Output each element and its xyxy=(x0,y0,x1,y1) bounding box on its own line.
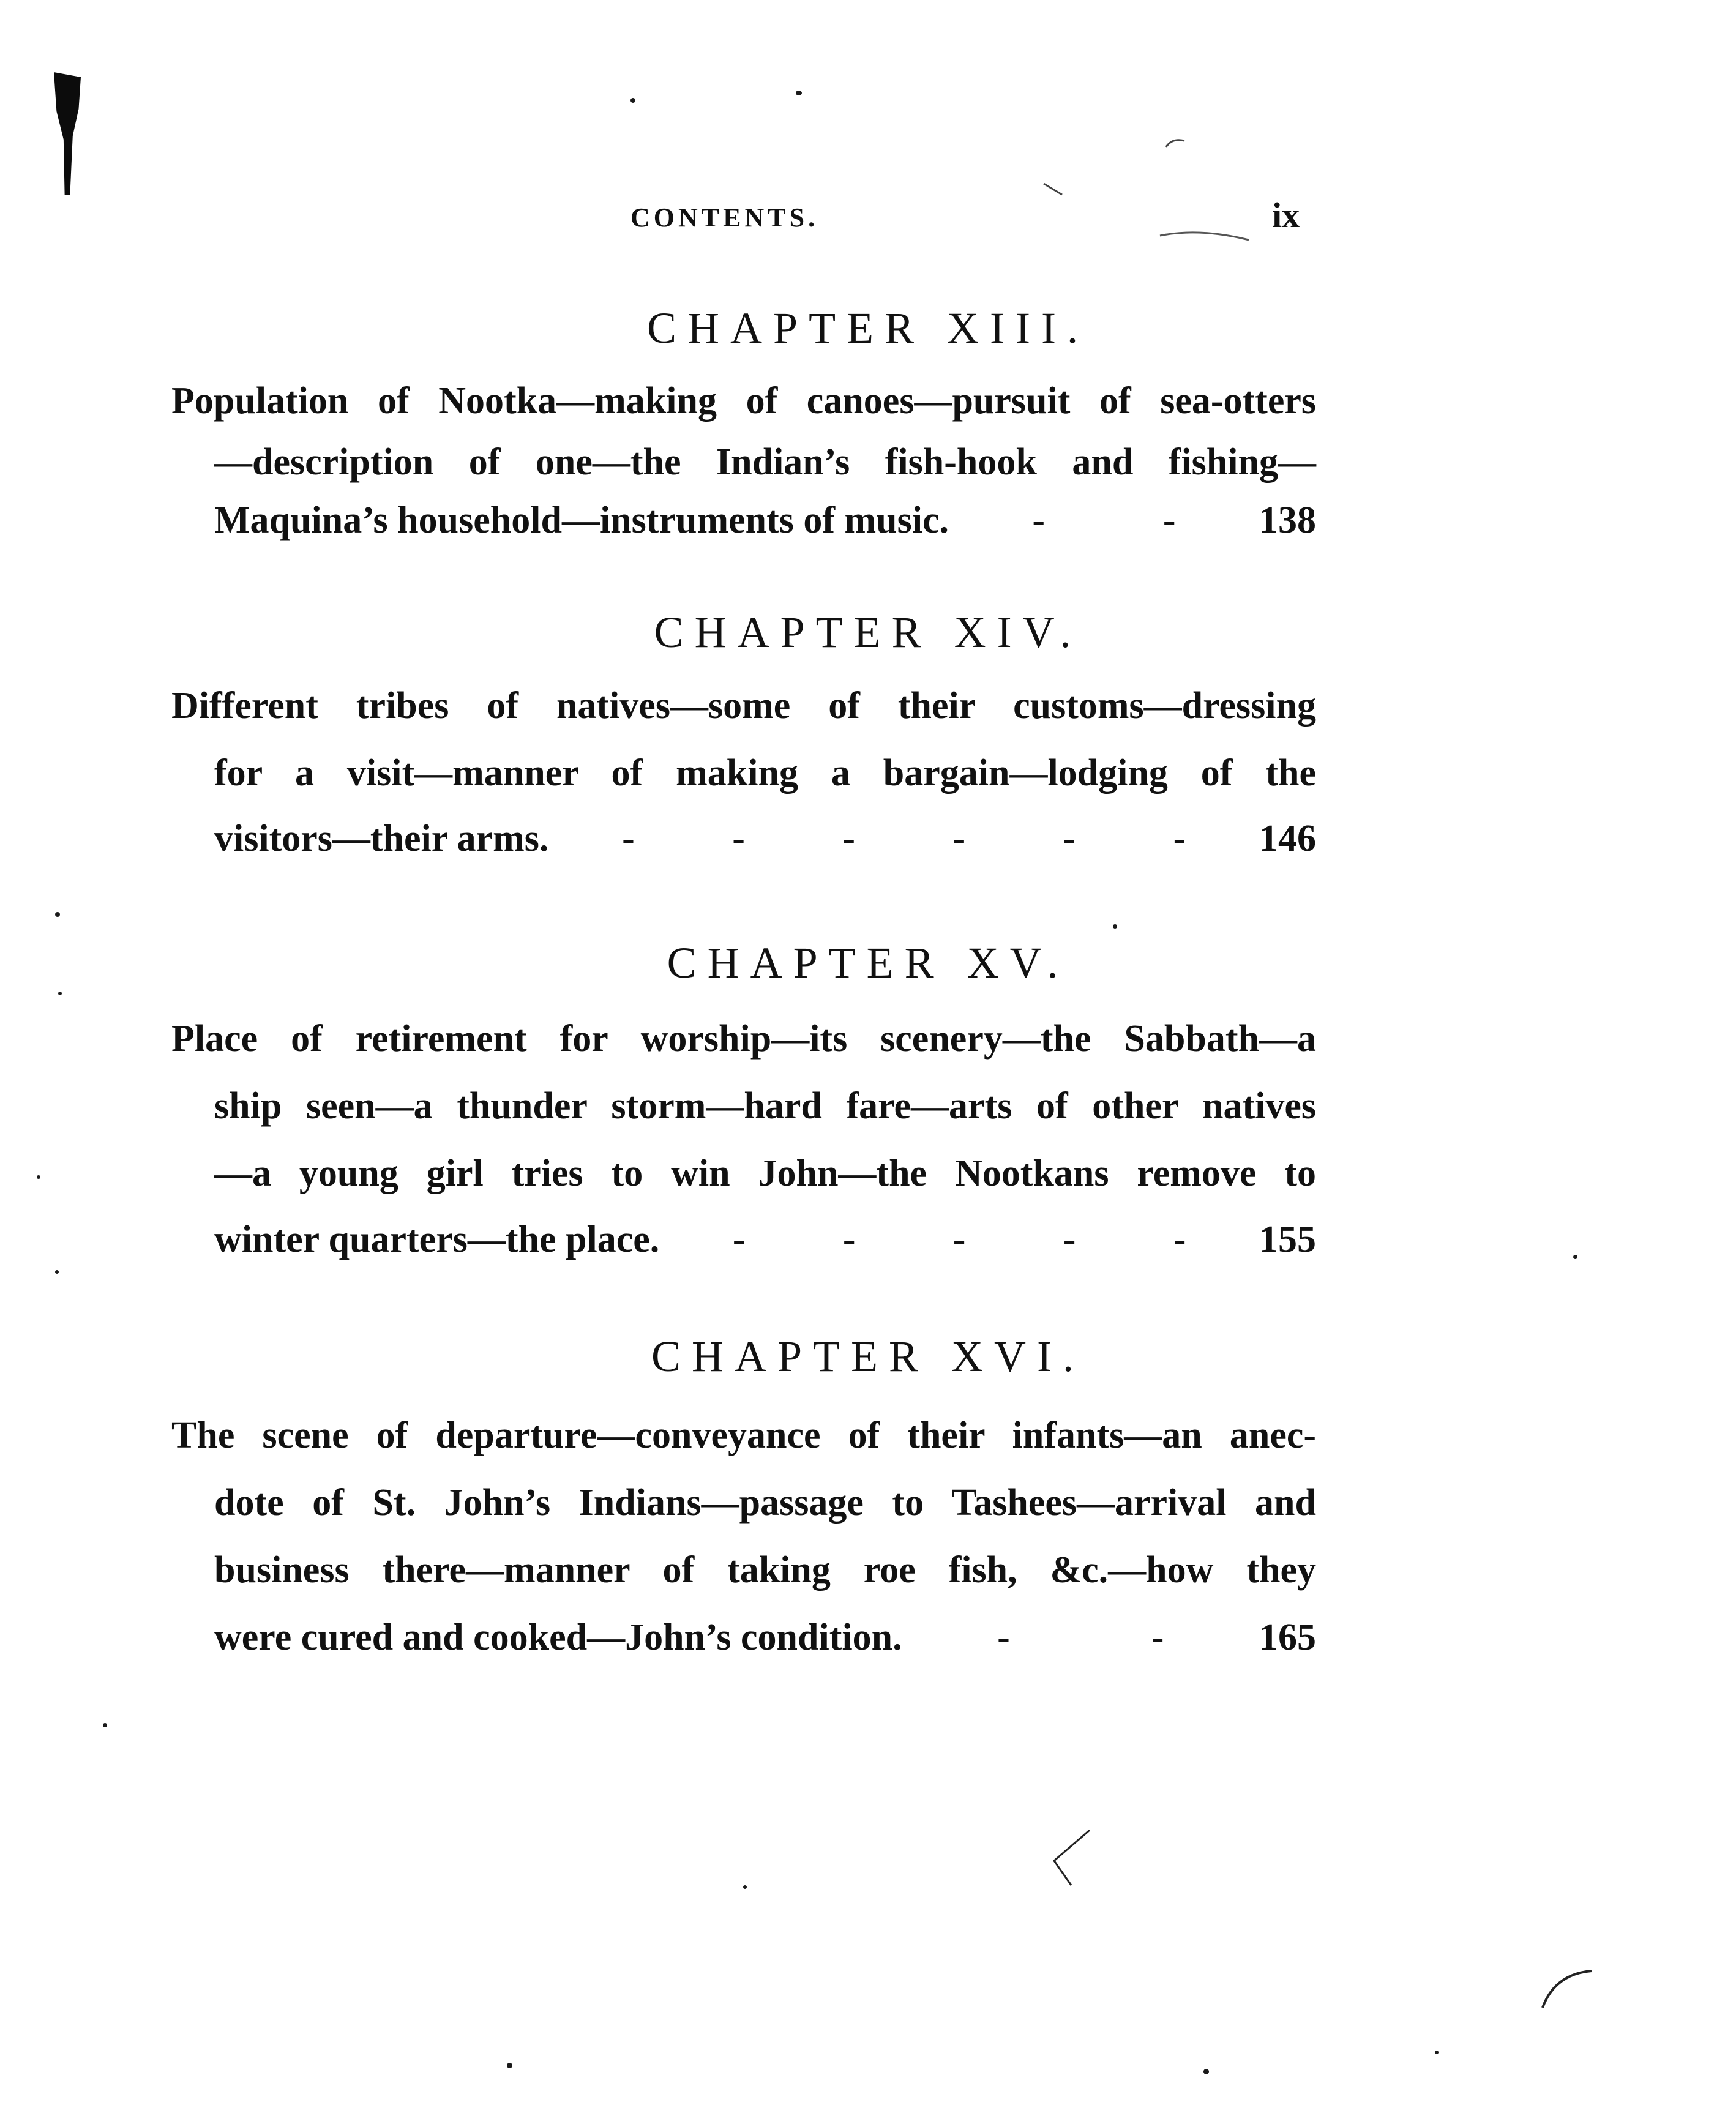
stray-mark xyxy=(1054,1830,1090,1885)
entry-line: —a young girl tries to win John—the Nootkans remove to xyxy=(214,1153,1316,1194)
entry-line: Population of Nootka—making of canoes—pursuit of sea-otters xyxy=(171,380,1316,422)
leader-dash: - xyxy=(1032,499,1046,541)
entry-line: The scene of departure—conveyance of their infants—an anec- xyxy=(171,1415,1316,1456)
stray-mark xyxy=(1166,140,1184,147)
leader-dash: - xyxy=(1173,1219,1186,1260)
entry-page-number: 138 xyxy=(1259,499,1316,541)
chapter-heading: CHAPTER XIII. xyxy=(647,304,1089,353)
leader-dash: - xyxy=(732,1219,746,1260)
leader-dash: - xyxy=(1063,1219,1076,1260)
leader-dash: - xyxy=(997,1617,1010,1658)
entry-line: Different tribes of natives—some of their customs—dressing xyxy=(171,685,1316,727)
entry-line: —description of one—the Indian’s fish-hook and fishing— xyxy=(214,441,1316,483)
stray-mark xyxy=(1543,1971,1592,2008)
leader-dash: - xyxy=(842,1219,856,1260)
entry-line: dote of St. John’s Indians—passage to Tashees—arrival and xyxy=(214,1482,1316,1524)
entry-line: Maquina’s household—instruments of music. xyxy=(214,499,949,541)
leader-dash: - xyxy=(1173,818,1186,859)
chapter-heading: CHAPTER XV. xyxy=(667,938,1069,987)
stray-mark xyxy=(1160,233,1249,240)
chapter-heading: CHAPTER XIV. xyxy=(654,608,1082,657)
leader-dash: - xyxy=(622,818,635,859)
leader-dash: - xyxy=(952,818,966,859)
leader-dash: - xyxy=(1063,818,1076,859)
leader-dash: - xyxy=(1162,499,1176,541)
leader-dash: - xyxy=(1151,1617,1164,1658)
chapter-heading: CHAPTER XVI. xyxy=(651,1332,1085,1381)
page-number: ix xyxy=(1272,195,1300,235)
running-title: CONTENTS. xyxy=(630,203,819,233)
entry-line: ship seen—a thunder storm—hard fare—arts of other natives xyxy=(214,1085,1316,1127)
leader-dash: - xyxy=(842,818,855,859)
entry-line: visitors—their arms. xyxy=(214,818,549,859)
entry-page-number: 146 xyxy=(1259,818,1316,859)
entry-page-number: 155 xyxy=(1259,1219,1316,1260)
entry-line: for a visit—manner of making a bargain—lodging of the xyxy=(214,752,1316,794)
entry-line: business there—manner of taking roe fish, &c.—how they xyxy=(214,1549,1316,1591)
entry-page-number: 165 xyxy=(1259,1617,1316,1658)
entry-line: Place of retirement for worship—its scenery—the Sabbath—a xyxy=(171,1018,1316,1060)
leader-dash: - xyxy=(732,818,745,859)
entry-line: were cured and cooked—John’s condition. xyxy=(214,1617,902,1658)
leader-dash: - xyxy=(952,1219,966,1260)
stray-mark xyxy=(1044,184,1062,195)
entry-line: winter quarters—the place. xyxy=(214,1219,660,1260)
